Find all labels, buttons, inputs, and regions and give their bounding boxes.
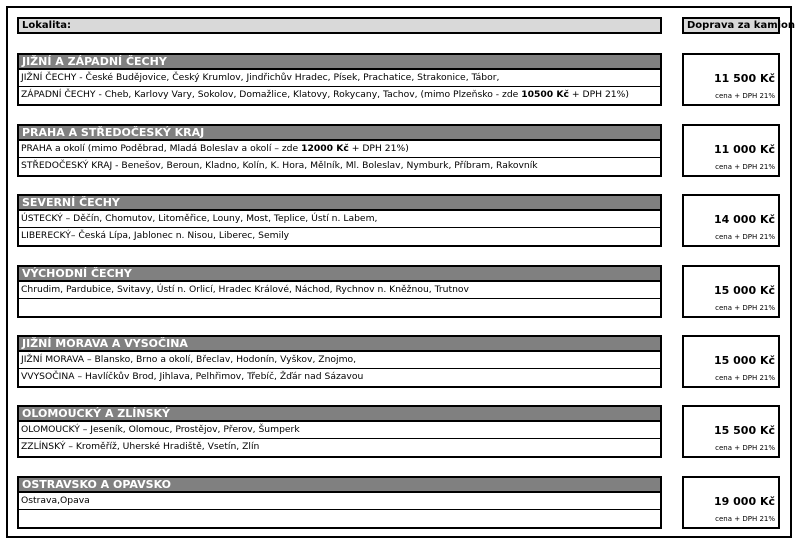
region-line: ÚSTECKÝ – Děčín, Chomutov, Litoměřice, Louny, Most, Teplice, Ústí n. Labem,	[19, 211, 660, 228]
region-line	[19, 510, 660, 527]
price-amount: 11 000 Kč	[714, 143, 775, 156]
price-cell	[682, 124, 780, 177]
region-title: OLOMOUCKÝ A ZLÍNSKÝ	[17, 405, 662, 422]
region-line: JIŽNÍ MORAVA – Blansko, Brno a okolí, Břeclav, Hodonín, Vyškov, Znojmo,	[19, 352, 660, 369]
region-south-west-bohemia	[17, 53, 662, 106]
price-amount: 15 500 Kč	[714, 424, 775, 437]
region-title: JIŽNÍ MORAVA A VYSOČINA	[17, 335, 662, 352]
region-ostrava-opava	[17, 476, 662, 529]
region-prague-central-bohemia	[17, 124, 662, 177]
region-body	[17, 352, 662, 388]
region-olomouc-zlin	[17, 405, 662, 458]
region-line: ZZLÍNSKÝ – Kroměříž, Uherské Hradiště, Vsetín, Zlín	[21, 441, 260, 452]
price-note: cena + DPH 21%	[715, 515, 775, 523]
price-cell	[682, 53, 780, 106]
price-amount: 11 500 Kč	[714, 72, 775, 85]
region-line: OLOMOUCKÝ – Jeseník, Olomouc, Prostějov, Přerov, Šumperk	[19, 422, 660, 439]
region-title: OSTRAVSKO A OPAVSKO	[17, 476, 662, 493]
price-amount: 19 000 Kč	[714, 495, 775, 508]
region-line: STŘEDOČESKÝ KRAJ - Benešov, Beroun, Kladno, Kolín, K. Hora, Mělník, Ml. Boleslav, Nymburk, Příbram, Rakovník	[21, 160, 538, 171]
region-title: VÝCHODNÍ ČECHY	[17, 265, 662, 282]
region-line: LIBERECKÝ– Česká Lípa, Jablonec n. Nisou, Liberec, Semily	[21, 230, 290, 241]
price-amount: 15 000 Kč	[714, 284, 775, 297]
price-cell	[682, 194, 780, 247]
region-body	[17, 422, 662, 458]
region-title: SEVERNÍ ČECHY	[17, 194, 662, 211]
region-line: Chrudim, Pardubice, Svitavy, Ústí n. Orlicí, Hradec Králové, Náchod, Rychnov n. Kněžnou, Trutnov	[19, 282, 660, 299]
price-note: cena + DPH 21%	[715, 92, 775, 100]
region-title: PRAHA A STŘEDOČESKÝ KRAJ	[17, 124, 662, 141]
price-cell	[682, 476, 780, 529]
region-title: JIŽNÍ A ZÁPADNÍ ČECHY	[17, 53, 662, 70]
price-note: cena + DPH 21%	[715, 163, 775, 171]
region-line: Ostrava,Opava	[19, 493, 660, 510]
price-cell	[682, 265, 780, 318]
region-body	[17, 493, 662, 529]
price-note: cena + DPH 21%	[715, 233, 775, 241]
price-amount: 14 000 Kč	[714, 213, 775, 226]
price-note: cena + DPH 21%	[715, 304, 775, 312]
price-amount: 15 000 Kč	[714, 354, 775, 367]
region-body	[17, 70, 662, 106]
region-line: JIŽNÍ ČECHY - České Budějovice, Český Krumlov, Jindřichův Hradec, Písek, Prachatice, Strakonice, Tábor,	[19, 70, 660, 87]
region-south-moravia-vysocina	[17, 335, 662, 388]
price-note: cena + DPH 21%	[715, 374, 775, 382]
price-header: Doprava za kamion	[682, 17, 780, 34]
region-line	[19, 299, 660, 316]
price-cell	[682, 335, 780, 388]
region-north-bohemia	[17, 194, 662, 247]
region-line: ZÁPADNÍ ČECHY - Cheb, Karlovy Vary, Sokolov, Domažlice, Klatovy, Rokycany, Tachov, (mimo Plzeňsko - zde 10500 Kč + DPH 21%)	[21, 89, 629, 100]
region-east-bohemia	[17, 265, 662, 318]
region-body	[17, 211, 662, 247]
location-header: Lokalita:	[17, 17, 662, 34]
price-note: cena + DPH 21%	[715, 444, 775, 452]
region-body	[17, 141, 662, 177]
region-line: VVYSOČINA – Havlíčkův Brod, Jihlava, Pelhřimov, Třebíč, Žďár nad Sázavou	[21, 371, 364, 382]
region-line: PRAHA a okolí (mimo Poděbrad, Mladá Boleslav a okolí – zde 12000 Kč + DPH 21%)	[19, 141, 660, 158]
price-cell	[682, 405, 780, 458]
region-body	[17, 282, 662, 318]
